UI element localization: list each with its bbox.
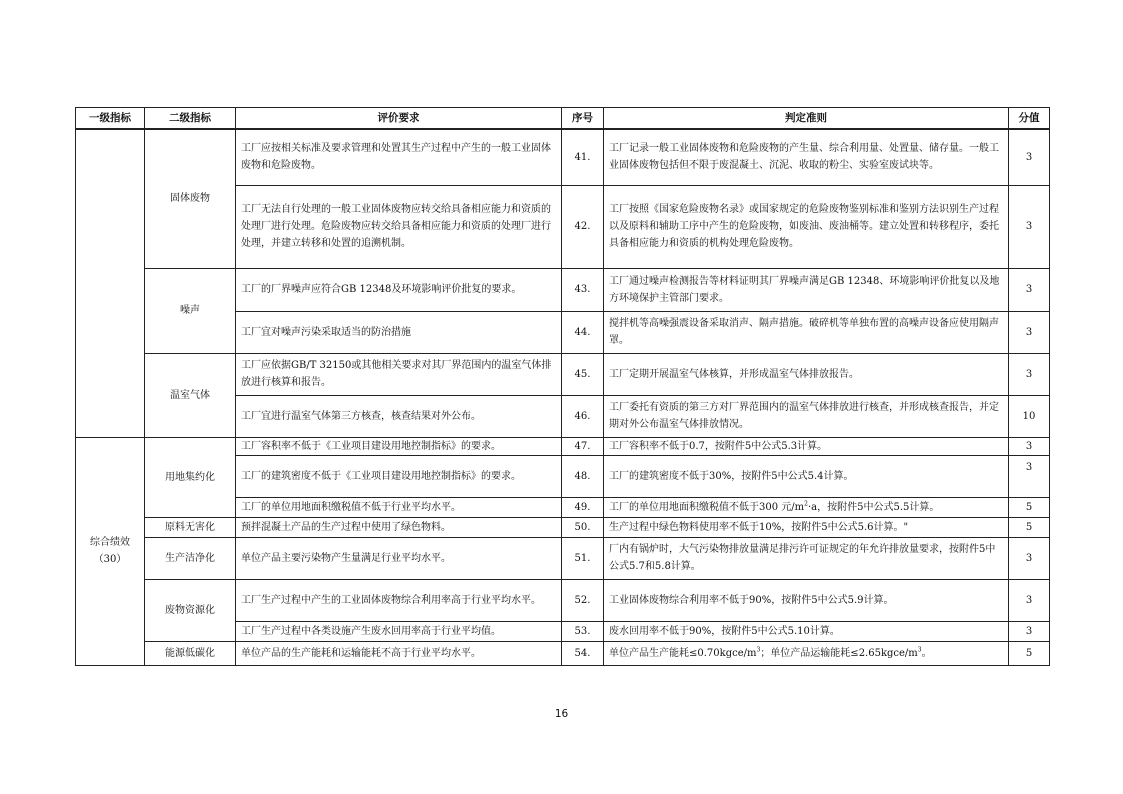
number-cell: 42.: [562, 185, 604, 268]
criteria-cell: 工厂委托有资质的第三方对厂界范围内的温室气体排放进行核查，并形成核查报告，并定期对外公布温室气体排放情况。: [604, 395, 1009, 437]
score-cell: 3: [1009, 353, 1050, 395]
requirement-cell: 工厂生产过程中各类设施产生废水回用率高于行业平均值。: [236, 621, 562, 641]
level1-cell-empty: [76, 129, 145, 437]
number-cell: 53.: [562, 621, 604, 641]
criteria-cell: 工厂通过噪声检测报告等材料证明其厂界噪声满足GB 12348、环境影响评价批复以及地方环境保护主管部门要求。: [604, 268, 1009, 311]
score-cell: 3: [1009, 579, 1050, 621]
number-cell: 43.: [562, 268, 604, 311]
level2-greenhouse: 温室气体: [145, 353, 236, 437]
score-cell: 5: [1009, 497, 1050, 517]
number-cell: 48.: [562, 455, 604, 497]
requirement-cell: 工厂容积率不低于《工业项目建设用地控制指标》的要求。: [236, 437, 562, 455]
criteria-cell: 工厂记录一般工业固体废物和危险废物的产生量、综合利用量、处置量、储存量。一般工业固体废物包括但不限于废混凝土、沉泥、收取的粉尘、实验室废试块等。: [604, 129, 1009, 185]
level2-raw: 原料无害化: [145, 517, 236, 537]
level1-composite: [76, 437, 145, 665]
number-cell: 44.: [562, 311, 604, 353]
criteria-text: ·a，按附件5中公式5.5计算。: [807, 501, 940, 513]
level2-noise: 噪声: [145, 268, 236, 353]
page-number: 16: [554, 708, 569, 720]
criteria-text: 工厂的单位用地面积缴税值不低于300 元/m: [609, 501, 805, 513]
score-cell: 3: [1009, 311, 1050, 353]
unit-superscript: 3: [756, 646, 761, 654]
score-cell: 5: [1009, 517, 1050, 537]
header-level1: 一级指标: [76, 108, 145, 130]
level2-solid-waste: 固体废物: [145, 129, 236, 268]
requirement-cell: 预拌混凝土产品的生产过程中使用了绿色物料。: [236, 517, 562, 537]
criteria-cell: 工厂按照《国家危险废物名录》或国家规定的危险废物鉴别标准和鉴别方法识别生产过程以及原料和辅助工序中产生的危险废物，如废油、废油桶等。建立处置和转移程序，委托具备相应能力和资质的机构处理危险废物。: [604, 185, 1009, 268]
criteria-cell: 废水回用率不低于90%，按附件5中公式5.10计算。: [604, 621, 1009, 641]
criteria-cell: 工业固体废物综合利用率不低于90%，按附件5中公式5.9计算。: [604, 579, 1009, 621]
number-cell: 46.: [562, 395, 604, 437]
requirement-cell: 工厂应依据GB/T 32150或其他相关要求对其厂界范围内的温室气体排放进行核算和报告。: [236, 353, 562, 395]
header-row: [76, 108, 1050, 130]
table-row: [76, 129, 1050, 185]
header-criteria: 判定准则: [604, 108, 1009, 130]
table-row: [76, 437, 1050, 455]
criteria-text: 单位产品生产能耗≤0.70kgce/m: [609, 647, 757, 659]
header-score: 分值: [1009, 108, 1050, 130]
number-cell: 50.: [562, 517, 604, 537]
unit-superscript: 3: [917, 646, 922, 654]
level1-title: 综合绩效: [90, 537, 130, 548]
table-row: [76, 517, 1050, 537]
criteria-cell: [604, 497, 1009, 517]
number-cell: 52.: [562, 579, 604, 621]
requirement-cell: 工厂的建筑密度不低于《工业项目建设用地控制指标》的要求。: [236, 455, 562, 497]
score-cell: 10: [1009, 395, 1050, 437]
requirement-cell: 单位产品的生产能耗和运输能耗不高于行业平均水平。: [236, 641, 562, 665]
table-row: [76, 579, 1050, 621]
requirement-cell: 工厂无法自行处理的一般工业固体废物应转交给具备相应能力和资质的处理厂进行处理。危险废物应转交给具备相应能力和资质的处理厂进行处理，并建立转移和处置的追溯机制。: [236, 185, 562, 268]
number-cell: 54.: [562, 641, 604, 665]
number-cell: 41.: [562, 129, 604, 185]
requirement-cell: 工厂的单位用地面积缴税值不低于行业平均水平。: [236, 497, 562, 517]
score-cell: 3: [1009, 437, 1050, 455]
criteria-text: ；单位产品运输能耗≤2.65kgce/m: [760, 647, 918, 659]
number-cell: 47.: [562, 437, 604, 455]
header-requirement: 评价要求: [236, 108, 562, 130]
requirement-cell: 工厂的厂界噪声应符合GB 12348及环境影响评价批复的要求。: [236, 268, 562, 311]
level2-energy: 能源低碳化: [145, 641, 236, 665]
number-cell: 45.: [562, 353, 604, 395]
level2-land: 用地集约化: [145, 437, 236, 517]
number-cell: 49.: [562, 497, 604, 517]
criteria-cell: [604, 641, 1009, 665]
score-cell: 3: [1009, 537, 1050, 579]
level2-waste-res: 废物资源化: [145, 579, 236, 641]
table-row: [76, 268, 1050, 311]
criteria-cell: 工厂容积率不低于0.7，按附件5中公式5.3计算。: [604, 437, 1009, 455]
score-cell: 5: [1009, 641, 1050, 665]
level2-clean: 生产洁净化: [145, 537, 236, 579]
requirement-cell: 单位产品主要污染物产生量满足行业平均水平。: [236, 537, 562, 579]
score-cell: 3: [1009, 185, 1050, 268]
table-row: [76, 537, 1050, 579]
header-number: 序号: [562, 108, 604, 130]
criteria-text: 。: [921, 647, 932, 659]
evaluation-table: [75, 107, 1050, 666]
table-row: [76, 641, 1050, 665]
score-cell: 3: [1009, 129, 1050, 185]
number-cell: 51.: [562, 537, 604, 579]
score-cell: 3: [1009, 455, 1050, 497]
requirement-cell: 工厂生产过程中产生的工业固体废物综合利用率高于行业平均水平。: [236, 579, 562, 621]
requirement-cell: 工厂应按相关标准及要求管理和处置其生产过程中产生的一般工业固体废物和危险废物。: [236, 129, 562, 185]
criteria-cell: 厂内有锅炉时，大气污染物排放量满足排污许可证规定的年允许排放量要求，按附件5中公式5.7和5.8计算。: [604, 537, 1009, 579]
criteria-cell: 生产过程中绿色物料使用率不低于10%，按附件5中公式5.6计算。": [604, 517, 1009, 537]
header-level2: 二级指标: [145, 108, 236, 130]
requirement-cell: 工厂宜进行温室气体第三方核查，核查结果对外公布。: [236, 395, 562, 437]
criteria-cell: 工厂的建筑密度不低于30%，按附件5中公式5.4计算。: [604, 455, 1009, 497]
requirement-cell: 工厂宜对噪声污染采取适当的防治措施: [236, 311, 562, 353]
criteria-cell: 工厂定期开展温室气体核算，并形成温室气体排放报告。: [604, 353, 1009, 395]
table-row: [76, 353, 1050, 395]
score-cell: 3: [1009, 621, 1050, 641]
score-cell: 3: [1009, 268, 1050, 311]
unit-superscript: 2: [804, 500, 808, 508]
level1-score: （30）: [93, 554, 127, 565]
criteria-cell: 搅拌机等高噪强震设备采取消声、隔声措施。破碎机等单独布置的高噪声设备应使用隔声罩。: [604, 311, 1009, 353]
